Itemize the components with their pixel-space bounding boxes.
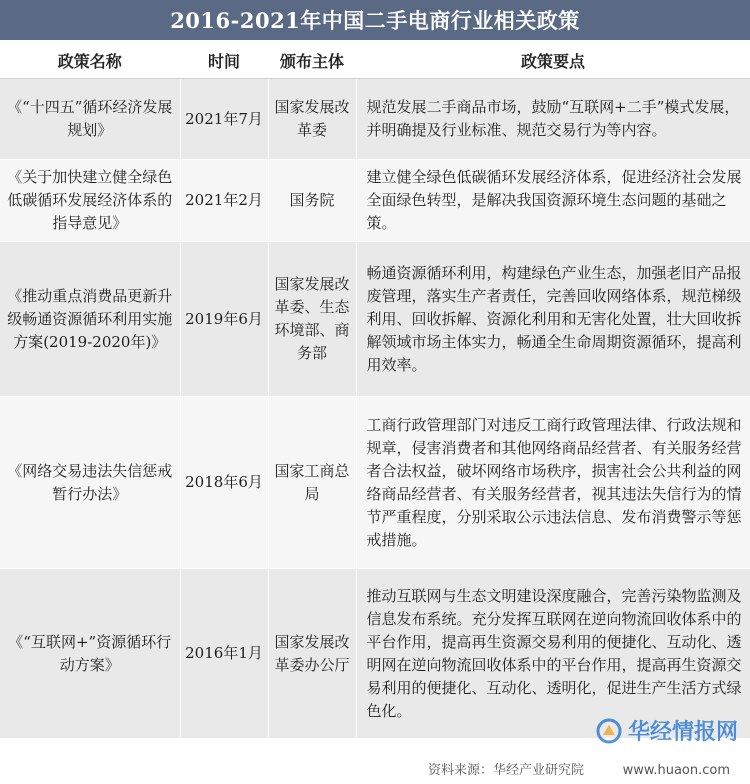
header-date: 时间: [180, 42, 268, 79]
policy-name: 《关于加快建立健全绿色低碳循环发展经济体系的指导意见》: [0, 160, 180, 242]
policy-name: 《“互联网+”资源循环行动方案》: [0, 569, 180, 739]
source-url: www.huaon.com: [622, 763, 730, 778]
policy-points: 规范发展二手商品市场，鼓励“互联网+二手”模式发展，并明确提及行业标准、规范交易行为等内容。: [356, 79, 750, 160]
table-row: [0, 160, 750, 242]
policy-points: 工商行政管理部门对违反工商行政管理法律、行政法规和规章，侵害消费者和其他网络商品经营者、有关服务经营者合法权益，破坏网络市场秩序，损害社会公共利益的网络商品经营者、有关服务经营者，视其违法失信行为的情节严重程度，分别采取公示违法信息、发布消费警示等惩戒措施。: [356, 397, 750, 569]
table-row: [0, 242, 750, 397]
header-row: [0, 42, 750, 79]
policy-date: 2016年1月: [180, 569, 268, 739]
table-row: [0, 569, 750, 739]
header-key-points: 政策要点: [356, 42, 750, 79]
policy-date: 2021年2月: [180, 160, 268, 242]
watermark: [596, 715, 738, 746]
policy-issuer: 国家发展改革委、生态环境部、商务部: [268, 242, 356, 397]
policy-name: 《推动重点消费品更新升级畅通资源循环利用实施方案(2019-2020年)》: [0, 242, 180, 397]
table-title: 2016-2021年中国二手电商行业相关政策: [0, 0, 750, 40]
policy-issuer: 国务院: [268, 160, 356, 242]
source-label: 资料来源：华经产业研究院: [428, 763, 585, 778]
watermark-logo-icon: [596, 718, 622, 744]
policy-issuer: 国家工商总局: [268, 397, 356, 569]
table-row: [0, 397, 750, 569]
policy-table: [0, 42, 750, 739]
policy-points: 畅通资源循环利用，构建绿色产业生态，加强老旧产品报废管理，落实生产者责任，完善回收网络体系，规范梯级利用、回收拆解、资源化利用和无害化处置，壮大回收拆解领域市场主体实力，畅通全生命周期资源循环，提高利用效率。: [356, 242, 750, 397]
header-issuer: 颁布主体: [268, 42, 356, 79]
watermark-text: 华经情报网: [627, 720, 738, 745]
header-policy-name: 政策名称: [0, 42, 180, 79]
policy-date: 2019年6月: [180, 242, 268, 397]
policy-points: 建立健全绿色低碳循环发展经济体系，促进经济社会发展全面绿色转型，是解决我国资源环境生态问题的基础之策。: [356, 160, 750, 242]
table-row: [0, 79, 750, 160]
policy-points: 推动互联网与生态文明建设深度融合，完善污染物监测及信息发布系统。充分发挥互联网在逆向物流回收体系中的平台作用，提高再生资源交易利用的便捷化、互动化、透明网在逆向物流回收体系中的平台作用，提高再生资源交易利用的便捷化、互动化、透明化，促进生产生活方式绿色化。: [356, 569, 750, 739]
policy-issuer: 国家发展改革委: [268, 79, 356, 160]
policy-date: 2018年6月: [180, 397, 268, 569]
policy-name: 《“十四五”循环经济发展规划》: [0, 79, 180, 160]
policy-date: 2021年7月: [180, 79, 268, 160]
policy-name: 《网络交易违法失信惩戒暂行办法》: [0, 397, 180, 569]
policy-issuer: 国家发展改革委办公厅: [268, 569, 356, 739]
